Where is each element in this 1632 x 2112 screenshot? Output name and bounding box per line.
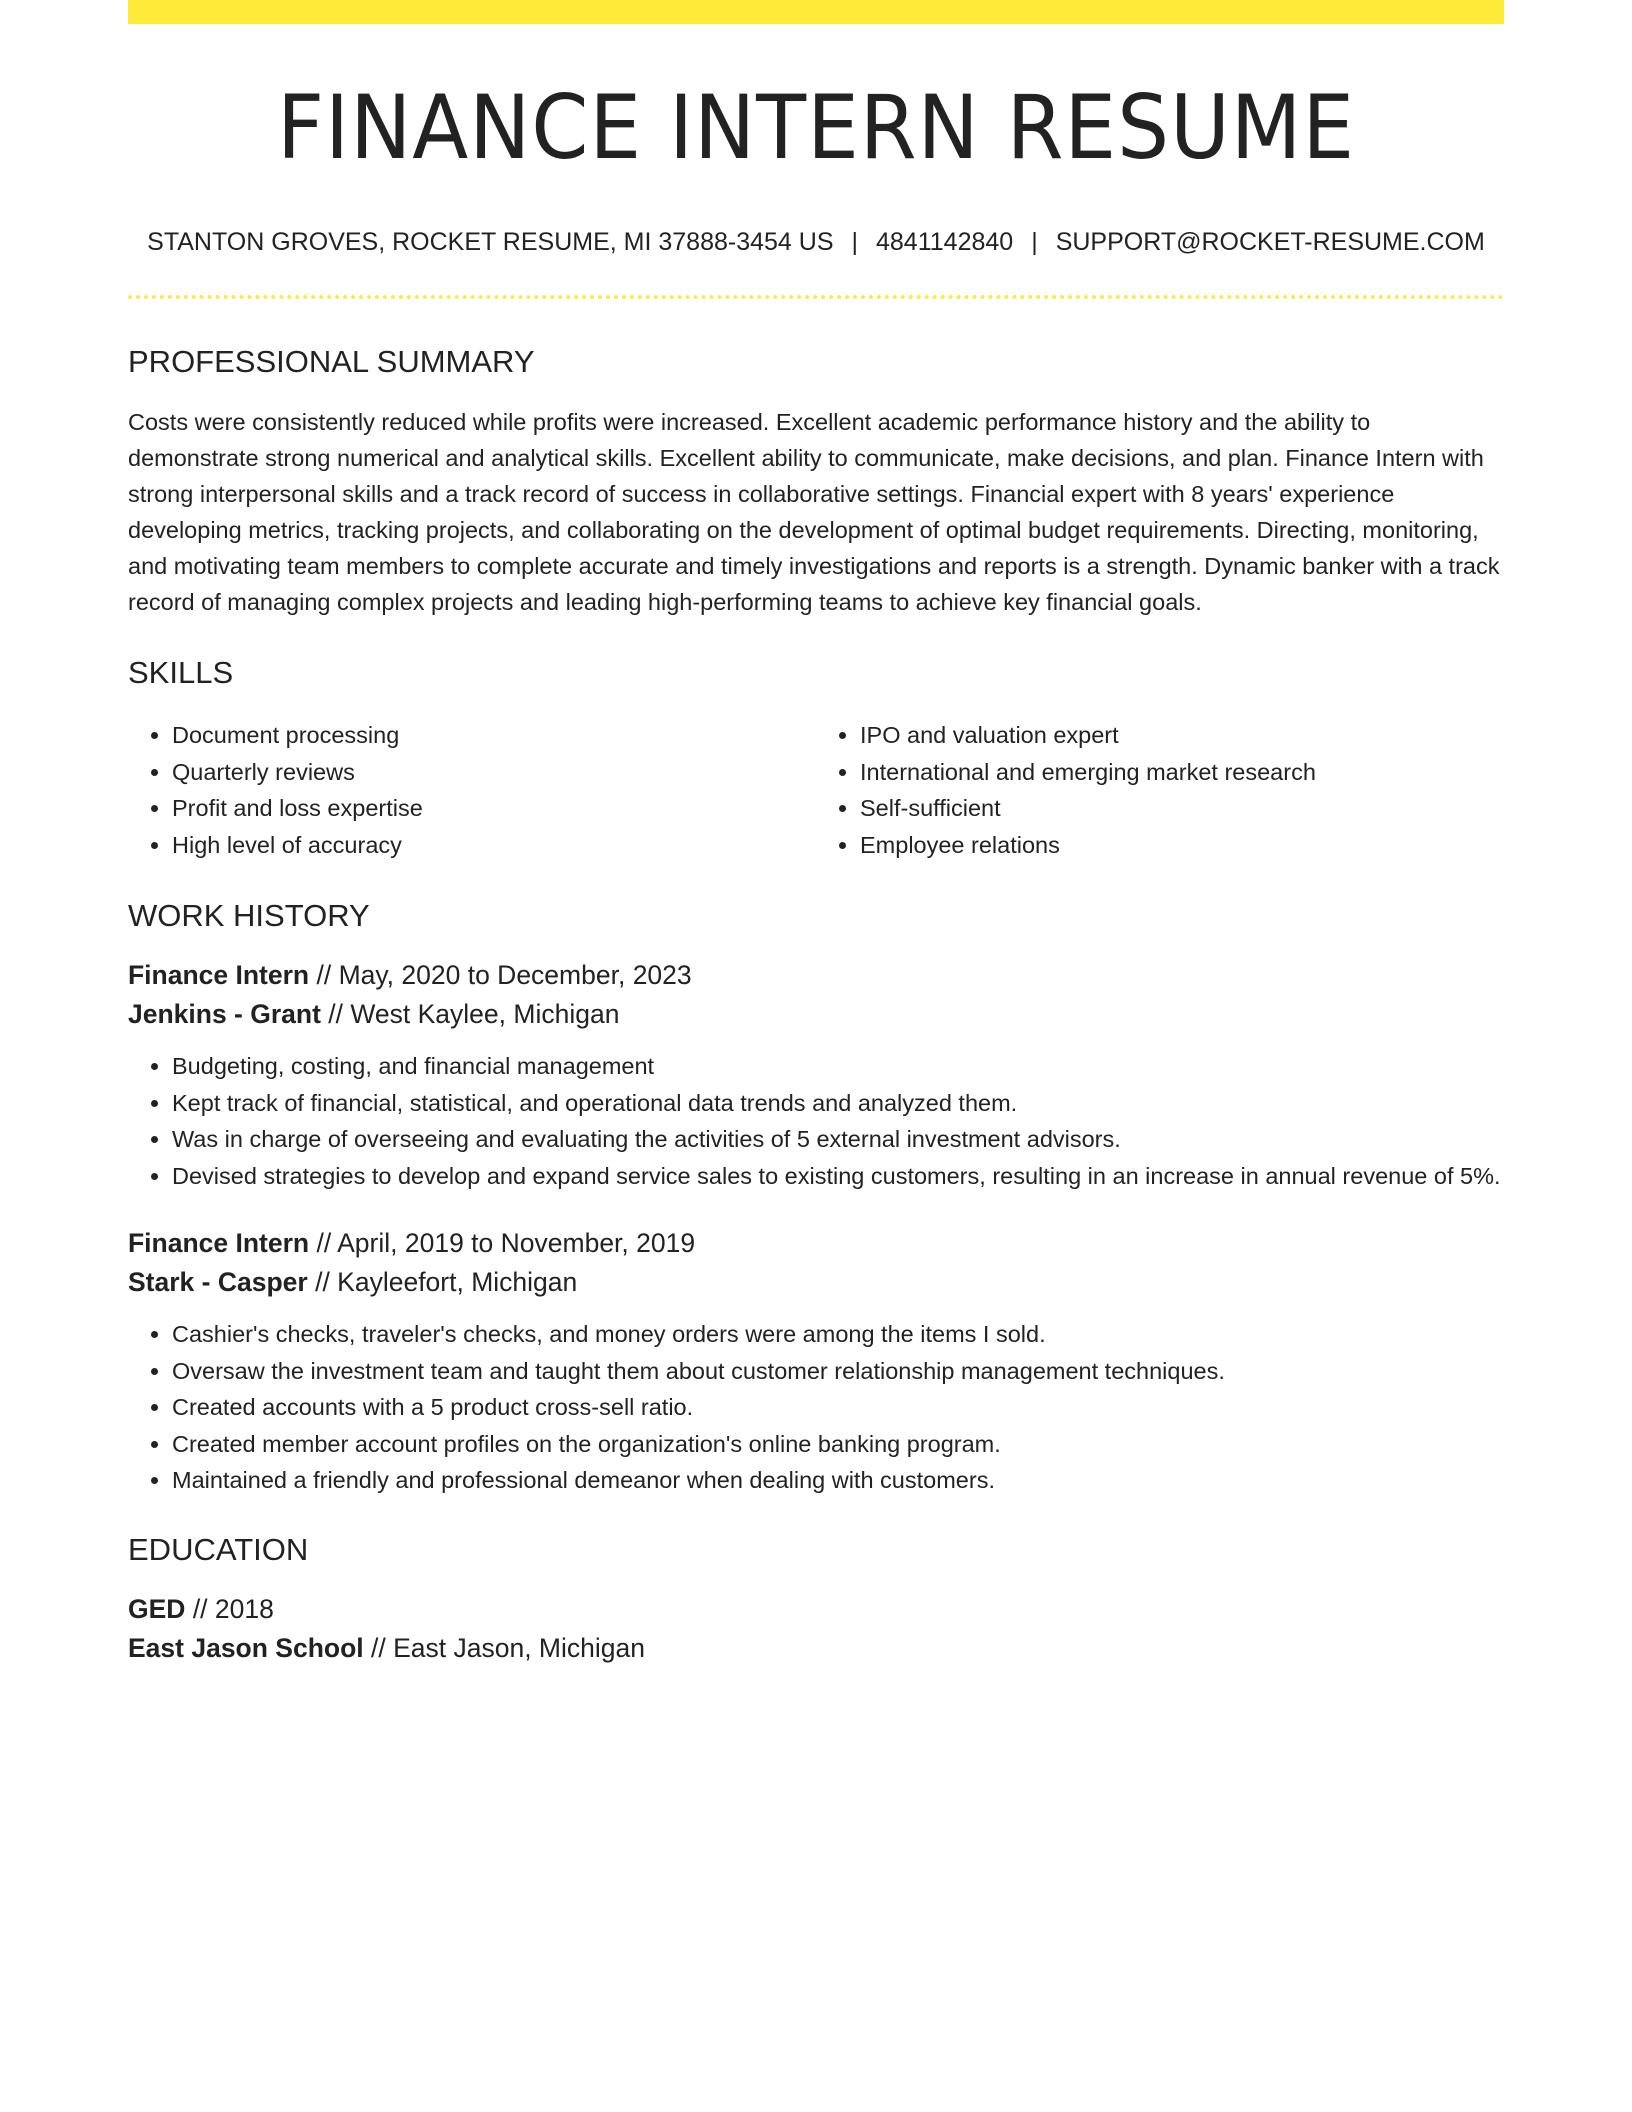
job-title-line [128,956,1504,995]
contact-phone: 4841142840 [876,227,1014,256]
job-title: Finance Intern [128,960,310,991]
skill-item: • Quarterly reviews [172,754,816,791]
contact-separator: | [1031,227,1038,256]
resume-page [128,0,1504,1668]
skill-item: • Self-sufficient [860,790,1504,827]
education-degree-line [128,1590,1504,1629]
job-bullet: • Created accounts with a 5 product cross-sell ratio. [172,1389,1504,1426]
contact-email: SUPPORT@ROCKET-RESUME.COM [1055,227,1485,256]
skill-item: • High level of accuracy [172,827,816,864]
job-dates: // April, 2019 to November, 2019 [316,1228,696,1259]
job-entry [128,956,1504,1194]
job-bullet: • Devised strategies to develop and expand service sales to existing customers, resulting in an increase in annual revenue of 5%. [172,1158,1504,1195]
skill-item: • International and emerging market research [860,754,1504,791]
education-school-line [128,1629,1504,1668]
education-location: // East Jason, Michigan [371,1633,645,1664]
job-bullets [128,1048,1504,1194]
education-entry [128,1590,1504,1668]
job-company: Stark - Casper [128,1267,308,1298]
skills-column-right [816,717,1504,863]
skills-column-left [128,717,816,863]
work-history-heading: WORK HISTORY [128,898,370,934]
job-company: Jenkins - Grant [128,999,321,1030]
job-bullets [128,1316,1504,1499]
job-dates: // May, 2020 to December, 2023 [316,960,692,991]
skill-item: • Profit and loss expertise [172,790,816,827]
summary-heading: PROFESSIONAL SUMMARY [128,343,535,379]
job-company-line [128,995,1504,1034]
summary-text: Costs were consistently reduced while profits were increased. Excellent academic performance history and the ability to demonstrate strong numerical and analytical skills. Excellent ability to communicate, make decisions, and plan. Finance Intern with strong interpersonal skills and a track record of success in collaborative settings. Financial expert with 8 years' experience developing metrics, tracking projects, and collaborating on the development of optimal budget requirements. Directing, monitoring, and motivating team members to complete accurate and timely investigations and reports is a strength. Dynamic banker with a track record of managing complex projects and leading high-performing teams to achieve key financial goals. [128,408,1500,615]
education-heading: EDUCATION [128,1531,309,1567]
skills-list [128,717,1504,863]
job-company-line [128,1263,1504,1302]
skills-heading: SKILLS [128,654,234,690]
skill-item: • Document processing [172,717,816,754]
job-bullet: • Kept track of financial, statistical, and operational data trends and analyzed them. [172,1085,1504,1122]
contact-line [128,227,1504,257]
job-title: Finance Intern [128,1228,310,1259]
accent-top-bar [128,0,1504,24]
job-location: // Kayleefort, Michigan [315,1267,578,1298]
job-location: // West Kaylee, Michigan [328,999,620,1030]
contact-address: STANTON GROVES, ROCKET RESUME, MI 37888-3454 US [147,227,834,256]
education-degree: GED [128,1594,186,1625]
skill-item: • Employee relations [860,827,1504,864]
header-divider [128,295,1504,299]
job-bullet: • Budgeting, costing, and financial management [172,1048,1504,1085]
job-bullet: • Maintained a friendly and professional demeanor when dealing with customers. [172,1462,1504,1499]
job-bullet: • Was in charge of overseeing and evaluating the activities of 5 external investment advisors. [172,1121,1504,1158]
job-bullet: • Oversaw the investment team and taught them about customer relationship management techniques. [172,1353,1504,1390]
education-year: // 2018 [192,1594,274,1625]
job-bullet: • Created member account profiles on the organization's online banking program. [172,1426,1504,1463]
page-title: FINANCE INTERN RESUME [277,76,1355,179]
job-title-line [128,1224,1504,1263]
education-school: East Jason School [128,1633,364,1664]
contact-separator: | [851,227,858,256]
job-bullet: • Cashier's checks, traveler's checks, and money orders were among the items I sold. [172,1316,1504,1353]
skill-item: • IPO and valuation expert [860,717,1504,754]
job-entry [128,1224,1504,1499]
